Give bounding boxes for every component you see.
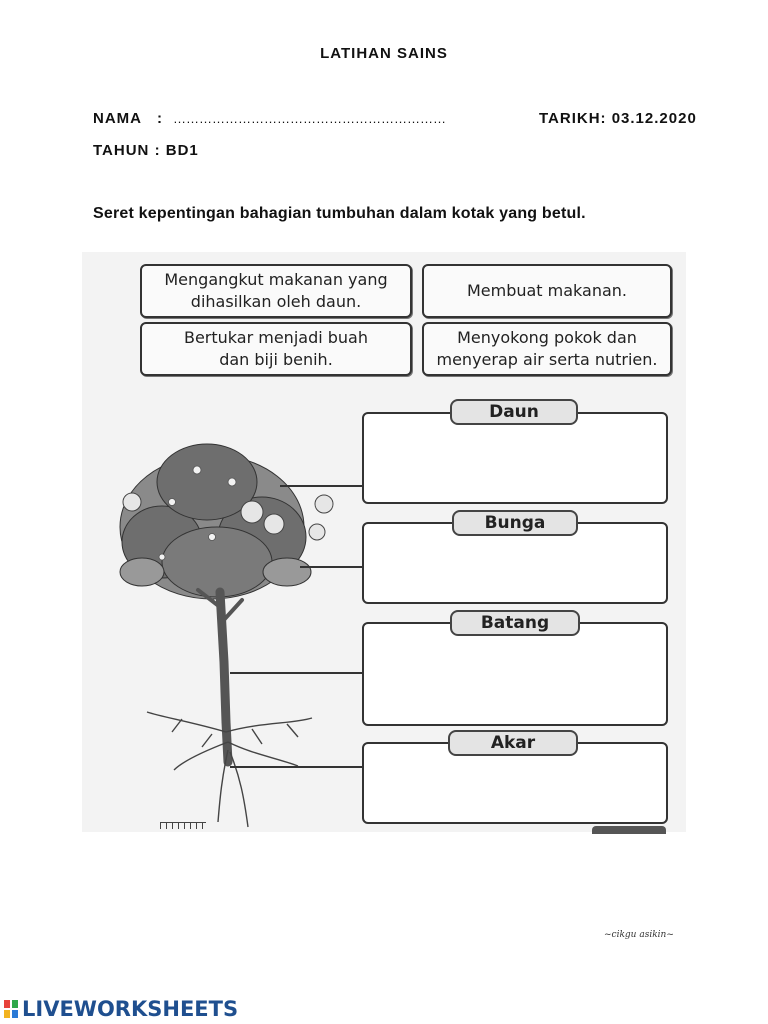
liveworksheets-logo[interactable] [4, 997, 238, 1021]
name-label: NAMA [93, 110, 142, 127]
connector-line-daun [280, 485, 362, 487]
drop-box-daun[interactable] [362, 412, 668, 504]
drag-card-fruit-seed[interactable] [140, 322, 412, 376]
logo-text: LIVEWORKSHEETS [22, 997, 239, 1021]
name-blank: ……………………………………………………… [173, 111, 446, 126]
drop-box-batang[interactable] [362, 622, 668, 726]
connector-line-bunga [300, 566, 362, 568]
worksheet-area [82, 252, 686, 832]
year-row [93, 142, 199, 159]
name-row [93, 110, 713, 127]
connector-line-akar [230, 766, 362, 768]
drag-card-text: Membuat makanan. [466, 281, 628, 300]
connector-line-batang [230, 672, 362, 674]
page-title: LATIHAN SAINS [320, 45, 448, 62]
label-bunga: Bunga [452, 510, 578, 536]
drag-card-text: Bertukar menjadi buah dan biji benih. [183, 328, 368, 369]
year-colon: : [154, 142, 161, 159]
date-label: TARIKH: 03.12.2020 [539, 110, 697, 127]
scale-ruler [160, 822, 206, 829]
year-value: BD1 [165, 142, 199, 159]
year-label: TAHUN [93, 142, 150, 159]
drag-card-text: Mengangkut makanan yang dihasilkan oleh daun. [164, 270, 388, 311]
logo-squares-icon [4, 1000, 18, 1018]
trunk [198, 590, 242, 762]
drag-card-transport-food[interactable] [140, 264, 412, 318]
drag-card-support-absorb[interactable] [422, 322, 672, 376]
name-colon: : [157, 110, 163, 127]
instruction-text: Seret kepentingan bahagian tumbuhan dalam kotak yang betul. [93, 205, 586, 222]
drag-card-make-food[interactable] [422, 264, 672, 318]
drag-card-text: Menyokong pokok dan menyerap air serta nutrien. [436, 328, 658, 369]
label-akar: Akar [448, 730, 578, 756]
plant-illustration [102, 432, 352, 832]
stamp-mark [592, 826, 666, 834]
label-daun: Daun [450, 399, 578, 425]
label-batang: Batang [450, 610, 580, 636]
signature: ~cikgu asikin~ [604, 930, 674, 940]
